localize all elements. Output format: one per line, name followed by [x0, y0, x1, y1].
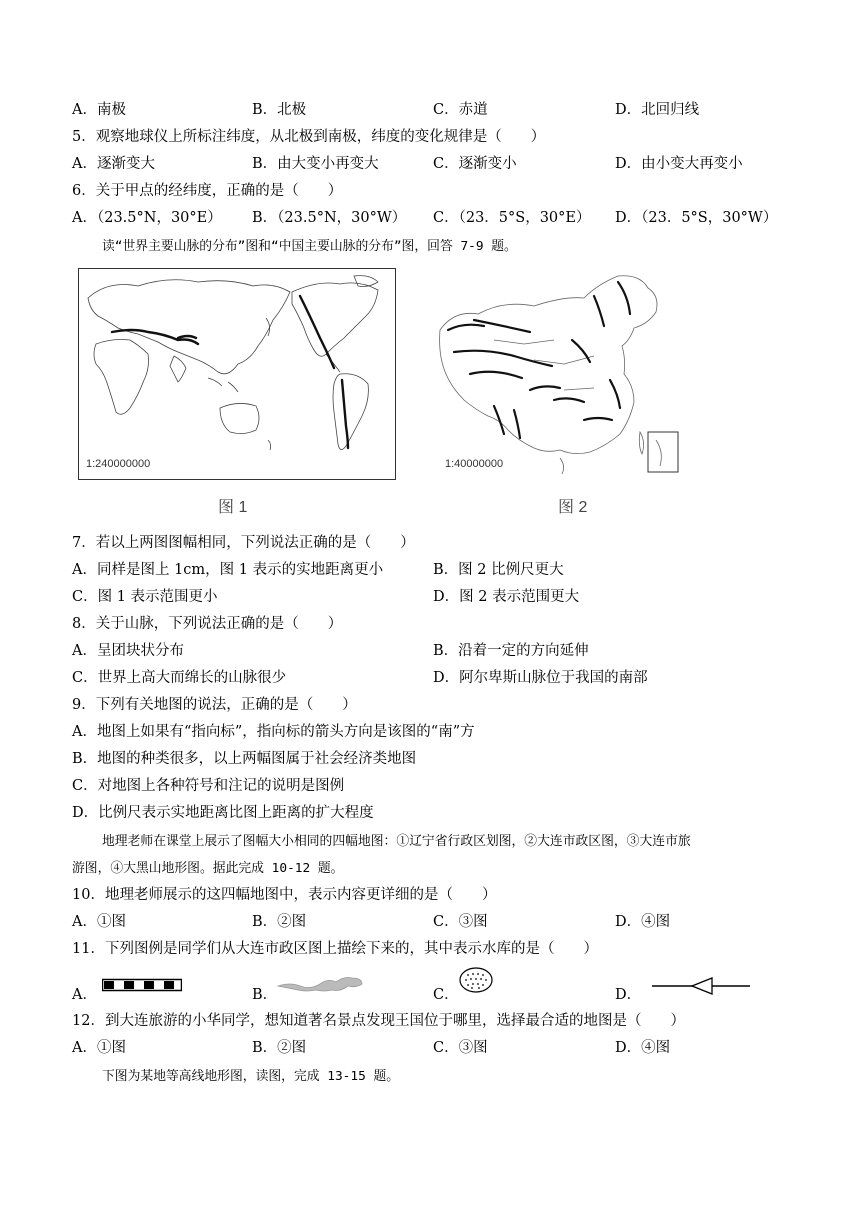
- q7-option-c: C．图 1 表示范围更小: [72, 589, 218, 605]
- river-legend-symbol: [276, 970, 366, 1002]
- q4-option-b: B．北极: [252, 102, 307, 118]
- q9-option-c: C．对地图上各种符号和注记的说明是图例: [72, 778, 345, 794]
- q6-option-a: A．（23.5°N，30°E）: [72, 210, 222, 226]
- q5-option-c: C．逐渐变小: [433, 156, 517, 172]
- q7-stem: 7．若以上两图图幅相同，下列说法正确的是（ ）: [72, 535, 415, 551]
- q8-stem: 8．关于山脉，下列说法正确的是（ ）: [72, 616, 343, 632]
- q11-option-a: A．: [72, 987, 97, 1003]
- q11-option-d: D．: [615, 987, 642, 1003]
- q8-option-d: D．阿尔卑斯山脉位于我国的南部: [433, 670, 648, 686]
- q12-option-b: B．②图: [252, 1040, 307, 1056]
- figure-1-scale: 1:240000000: [86, 458, 151, 470]
- q8-option-c: C．世界上高大而绵长的山脉很少: [72, 670, 287, 686]
- arrow-legend-symbol: [650, 976, 752, 1000]
- intro-13-15: 下图为某地等高线地形图，读图，完成 13-15 题。: [102, 1069, 400, 1084]
- figure-1-caption: 图 1: [218, 499, 248, 516]
- q6-stem: 6．关于甲点的经纬度，正确的是（ ）: [72, 183, 343, 199]
- q9-option-a: A．地图上如果有“指向标”，指向标的箭头方向是该图的“南”方: [72, 724, 475, 740]
- intro-10-12-line1: 地理老师在课堂上展示了图幅大小相同的四幅地图：①辽宁省行政区划图，②大连市政区图，③大连市旅: [102, 834, 691, 849]
- q9-option-d: D．比例尺表示实地距离比图上距离的扩大程度: [72, 805, 374, 821]
- reservoir-legend-symbol: [458, 966, 494, 998]
- q4-option-a: A．南极: [72, 102, 126, 118]
- figure-2-scale: 1:40000000: [445, 458, 504, 470]
- q10-option-d: D．④图: [615, 914, 671, 930]
- q8-option-b: B．沿着一定的方向延伸: [433, 643, 589, 659]
- q4-option-c: C．赤道: [433, 102, 488, 118]
- figure-2-caption: 图 2: [558, 499, 588, 516]
- q6-option-c: C．（23．5°S，30°E）: [433, 210, 591, 226]
- q7-option-a: A．同样是图上 1cm，图 1 表示的实地距离更小: [72, 562, 384, 578]
- intro-7-9: 读“世界主要山脉的分布”图和“中国主要山脉的分布”图，回答 7-9 题。: [102, 239, 517, 254]
- q5-option-a: A．逐渐变大: [72, 156, 155, 172]
- q11-stem: 11．下列图例是同学们从大连市政区图上描绘下来的，其中表示水库的是（ ）: [72, 941, 598, 957]
- q11-option-c: C．: [433, 987, 459, 1003]
- q12-option-c: C．③图: [433, 1040, 488, 1056]
- q7-option-b: B．图 2 比例尺更大: [433, 562, 564, 578]
- q9-stem: 9．下列有关地图的说法，正确的是（ ）: [72, 697, 357, 713]
- q4-option-d: D．北回归线: [615, 102, 700, 118]
- q5-stem: 5．观察地球仪上所标注纬度，从北极到南极，纬度的变化规律是（ ）: [72, 129, 546, 145]
- q5-option-d: D．由小变大再变小: [615, 156, 743, 172]
- q10-option-a: A．①图: [72, 914, 126, 930]
- intro-10-12-line2: 游图，④大黑山地形图。据此完成 10-12 题。: [72, 861, 344, 876]
- q8-option-a: A．呈团块状分布: [72, 643, 184, 659]
- q7-option-d: D．图 2 表示范围更大: [433, 589, 580, 605]
- figure-2-china-mountains-map: [434, 270, 694, 478]
- q11-option-b: B．: [252, 987, 278, 1003]
- q6-option-d: D．（23．5°S，30°W）: [615, 210, 778, 226]
- q10-option-b: B．②图: [252, 914, 307, 930]
- q9-option-b: B．地图的种类很多，以上两幅图属于社会经济类地图: [72, 751, 417, 767]
- q6-option-b: B．（23.5°N，30°W）: [252, 210, 407, 226]
- railway-legend-symbol: [102, 978, 182, 996]
- q5-option-b: B．由大变小再变大: [252, 156, 379, 172]
- q10-stem: 10．地理老师展示的这四幅地图中，表示内容更详细的是（ ）: [72, 887, 497, 903]
- q10-option-c: C．③图: [433, 914, 488, 930]
- q12-option-a: A．①图: [72, 1040, 126, 1056]
- q12-option-d: D．④图: [615, 1040, 671, 1056]
- q12-stem: 12．到大连旅游的小华同学，想知道著名景点发现王国位于哪里，选择最合适的地图是（ ）: [72, 1013, 685, 1029]
- figure-1-world-mountains-map: [78, 268, 396, 480]
